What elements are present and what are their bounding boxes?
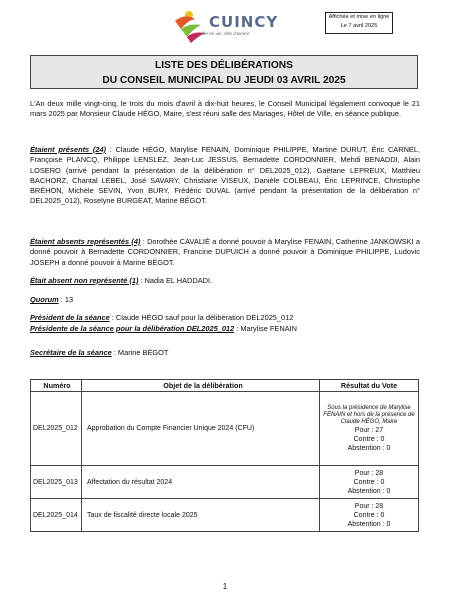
- president-text: : Claude HÉGO sauf pour la délibération DEL2025_012: [109, 313, 294, 322]
- row-result: [320, 466, 419, 499]
- president-label: Président de la séance: [30, 313, 110, 322]
- logo-name: CUINCY: [209, 13, 279, 31]
- absent-not-represented-text: : Nadia EL HADDADI.: [138, 276, 213, 285]
- logo-tagline: ville en vie, ville d'avenir: [200, 31, 250, 36]
- table-row: [31, 392, 419, 466]
- absent-not-represented-paragraph: [30, 276, 420, 286]
- cuincy-logo: [171, 9, 291, 43]
- header-numero: Numéro: [31, 380, 82, 392]
- row-number: DEL2025_013: [31, 466, 82, 499]
- table-row: [31, 466, 419, 499]
- intro-paragraph: L'An deux mille vingt-cinq, le trois du mois d'avril à dix-huit heures, le Conseil Municipal légalement convoqué le 21 mars 2025 par Monsieur Claude HÉGO, Maire, s'est réuni salle des Mariages, Hôtel de Ville, en séance publique.: [30, 99, 420, 119]
- header-resultat: Résultat du Vote: [320, 380, 419, 392]
- row-object: Taux de fiscalité directe locale 2025: [82, 499, 320, 532]
- page-number: 1: [222, 582, 228, 591]
- row-number: DEL2025_012: [31, 392, 82, 466]
- presents-label: Étaient présents (24): [30, 145, 107, 154]
- row-result-pour: Pour : 27: [354, 426, 384, 434]
- row-result-contre: Contre : 0: [353, 478, 385, 486]
- secretary-text: : Marine BÉGOT: [111, 348, 169, 357]
- president-paragraph: [30, 313, 420, 323]
- absents-represented-label: Étaient absents représentés (4): [30, 237, 141, 246]
- stamp-line-1: Affichée et mise en ligne: [328, 14, 390, 20]
- row-result-contre: Contre : 0: [353, 511, 385, 519]
- row-result: [320, 499, 419, 532]
- quorum-label: Quorum: [30, 295, 59, 304]
- row-object: Affectation du résultat 2024: [82, 466, 320, 499]
- posting-stamp: [325, 12, 393, 34]
- row-result-abstention: Abstention : 0: [347, 520, 391, 528]
- presidente-label: Présidente de la séance pour la délibération DEL2025_012: [30, 324, 235, 333]
- row-result: [320, 392, 419, 466]
- presents-text: : Claude HÉGO, Marylise FENAIN, Dominique PHILIPPE, Martine DURUT, Éric CARNEL, Françoise PLANCQ, Philippe LENSLEZ, Jean-Luc JESSUS, Bernadette CORDONNIER, Mehdi BENADDI, Alain LOSERO (arrivé pendant la présentation de la délibération n° DEL2025_012), Gaëtane LEPREUX, Matthieu BACHORZ, Chantal LEBEL, José SAVARY, Christiane VISEUX, Danièle COLBEAU, Éric LEPRINCE, Christophe BRÉHON, Michèle SEVIN, Yvon BURY, Frédéric DUVAL (arrivé pendant la présentation de la délibération n° DEL2025_012), Roselyne BURGEAT, Marine BÉGOT.: [30, 145, 420, 206]
- presidente-text: : Marylise FENAIN: [234, 324, 297, 333]
- quorum-paragraph: [30, 295, 420, 305]
- title-line-1: LISTE DES DÉLIBÉRATIONS: [155, 60, 293, 71]
- secretary-paragraph: [30, 348, 420, 358]
- row-result-pour: Pour : 28: [354, 469, 384, 477]
- logo-emblem-icon: [171, 9, 211, 43]
- row-result-contre: Contre : 0: [353, 435, 385, 443]
- row-result-note: Sous la présidence de Marylise FENAIN et hors de la présence de Claude HÉGO, Maire: [323, 404, 415, 425]
- presents-paragraph: [30, 145, 420, 207]
- deliberations-table: [30, 379, 419, 532]
- row-result-abstention: Abstention : 0: [347, 487, 391, 495]
- table-header-row: [31, 380, 419, 392]
- title-line-2: DU CONSEIL MUNICIPAL DU JEUDI 03 AVRIL 2025: [102, 75, 346, 86]
- stamp-line-2: Le 7 avril 2025: [340, 23, 378, 29]
- row-result-pour: Pour : 28: [354, 502, 384, 510]
- header-objet: Objet de la délibération: [82, 380, 320, 392]
- row-object: Approbation du Compte Financier Unique 2024 (CFU): [82, 392, 320, 466]
- secretary-label: Secrétaire de la séance: [30, 348, 112, 357]
- absents-represented-paragraph: [30, 237, 420, 268]
- row-number: DEL2025_014: [31, 499, 82, 532]
- row-result-abstention: Abstention : 0: [347, 444, 391, 452]
- document-title: [30, 55, 418, 89]
- absents-represented-text: : Dorothée CAVALIÉ a donné pouvoir à Marylise FENAIN, Catherine JANKOWSKI a donné pouvoir à Bernadette CORDONNIER, Francine DUPUICH a donné pouvoir à Dominique PHILIPPE, Ludovic JOSEPH a donné pouvoir à Marine BÉGOT.: [30, 237, 420, 267]
- presidente-paragraph: [30, 324, 420, 334]
- table-row: [31, 499, 419, 532]
- quorum-text: : 13: [58, 295, 74, 304]
- absent-not-represented-label: Était absent non représenté (1): [30, 276, 139, 285]
